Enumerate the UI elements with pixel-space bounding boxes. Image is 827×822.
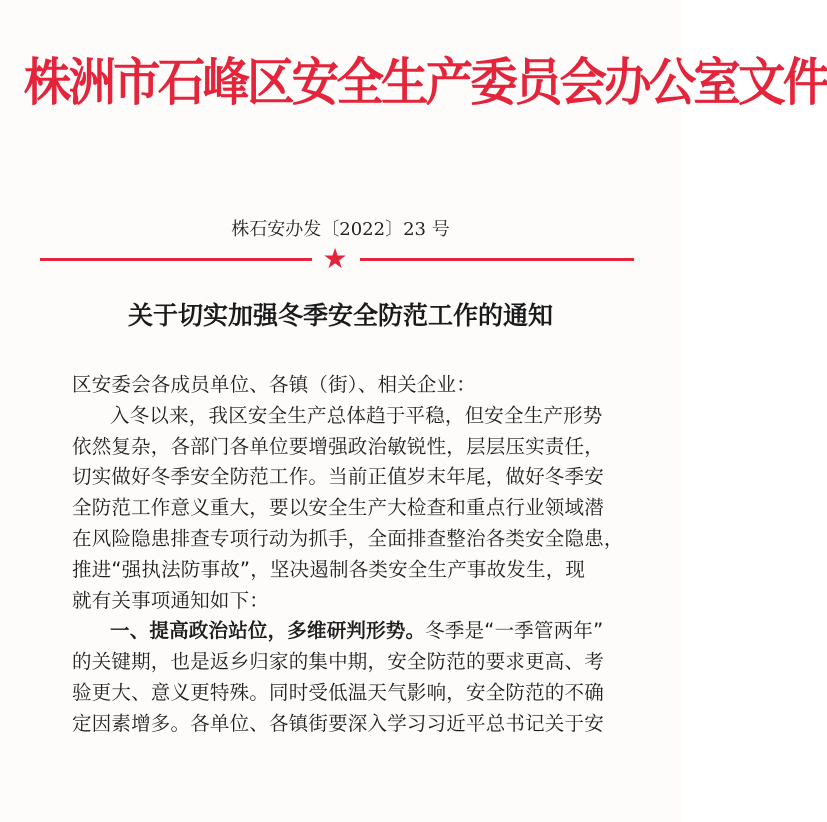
header-rule-left [40,258,312,261]
document-number: 株石安办发〔2022〕23 号 [231,219,450,240]
paragraph-line: 推进“强执法防事故”，坚决遏制各类安全生产事故发生，现 [72,557,586,581]
document-title: 关于切实加强冬季安全防范工作的通知 [127,301,553,330]
section-heading-line [72,616,620,647]
paragraph-line: 的关键期，也是返乡归家的集中期，安全防范的要求更高、考 [72,650,604,674]
paragraph-line: 入冬以来，我区安全生产总体趋于平稳，但安全生产形势 [110,403,603,427]
salutation: 区安委会各成员单位、各镇（街）、相关企业： [72,373,476,396]
document-body [72,370,624,740]
star-icon: ★ [322,242,348,275]
header-rule-right [360,258,634,261]
paragraph-line: 在风险隐患排查专项行动为抓手，全面排查整治各类安全隐患， [72,526,624,550]
section-text: 冬季是“一季管两年” [425,619,604,643]
issuer-header: 株洲市石峰区安全生产委员会办公室文件 [23,53,827,113]
paragraph-line: 定因素增多。各单位、各镇街要深入学习习近平总书记关于安 [72,711,604,735]
paragraph-line: 切实做好冬季安全防范工作。当前正值岁末年尾，做好冬季安 [72,465,604,489]
paragraph-line: 全防范工作意义重大，要以安全生产大检查和重点行业领域潜 [72,496,604,520]
paragraph-line: 依然复杂，各部门各单位要增强政治敏锐性，层层压实责任， [72,434,604,458]
section-heading: 一、提高政治站位，多维研判形势。 [110,619,426,643]
paragraph-line: 就有关事项通知如下： [72,588,270,612]
paragraph-line: 验更大、意义更特殊。同时受低温天气影响，安全防范的不确 [72,680,604,704]
